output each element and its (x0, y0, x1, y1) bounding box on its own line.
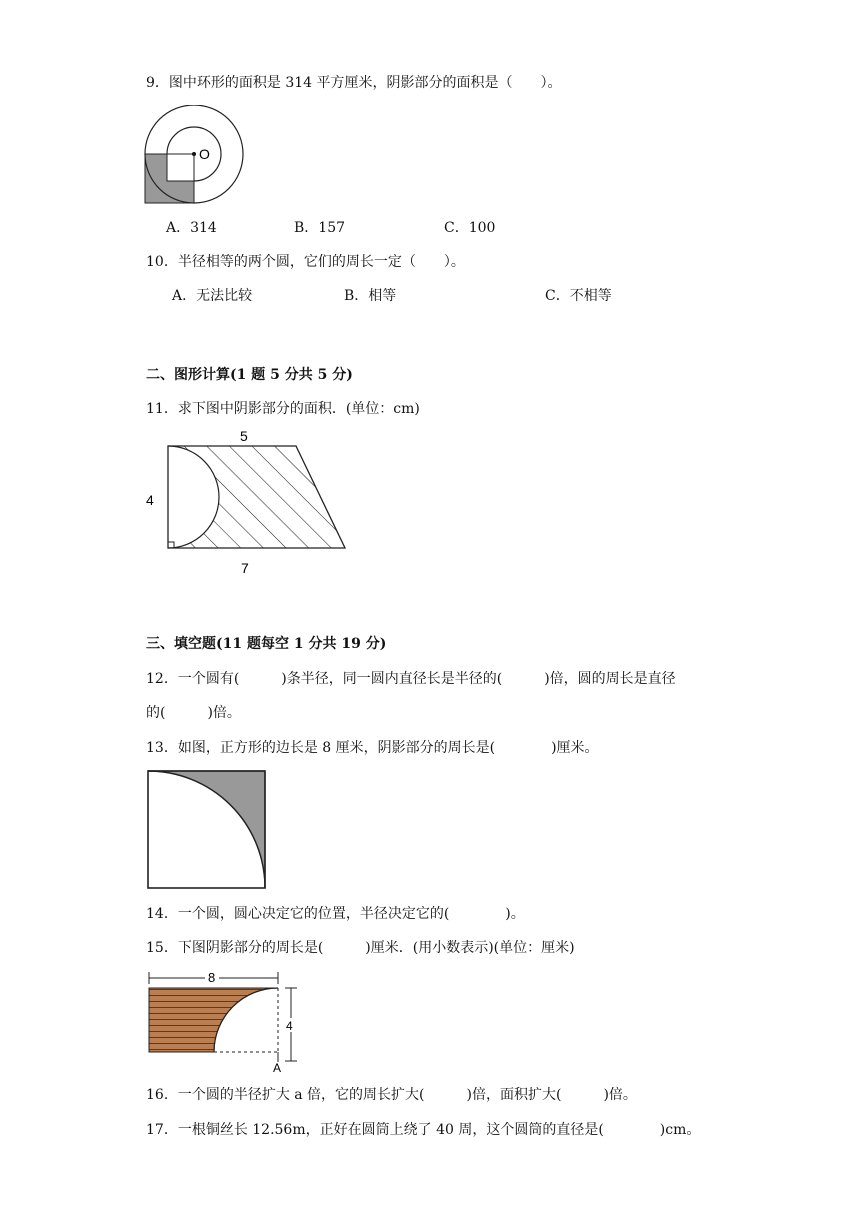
q12-line-2: 的( )倍。 (146, 705, 241, 721)
q15-shaded-region (149, 988, 278, 1052)
q15-figure (143, 966, 303, 1074)
q10-option-a: A．无法比较 (172, 288, 253, 304)
q17-text: 17．一根铜丝长 12.56m，正好在圆筒上绕了 40 周，这个圆筒的直径是( )cm。 (146, 1122, 701, 1138)
q15-text: 15．下图阴影部分的周长是( )厘米．(用小数表示)(单位：厘米) (146, 940, 575, 956)
section-3-title: 三、填空题(11 题每空 1 分共 19 分) (146, 636, 387, 652)
q11-label-bottom: 7 (241, 560, 249, 576)
q9-center-dot (192, 152, 196, 156)
q11-label-top: 5 (240, 428, 248, 444)
q14-text: 14．一个圆，圆心决定它的位置，半径决定它的( )。 (146, 906, 525, 922)
q11-text: 11．求下图中阴影部分的面积．(单位：cm) (146, 401, 420, 417)
q12-line-1: 12．一个圆有( )条半径，同一圆内直径长是半径的( )倍，圆的周长是直径 (146, 671, 676, 687)
q16-text: 16．一个圆的半径扩大 a 倍，它的周长扩大( )倍，面积扩大( )倍。 (146, 1087, 637, 1103)
q9-option-a: A．314 (166, 220, 217, 236)
q13-text: 13．如图，正方形的边长是 8 厘米，阴影部分的周长是( )厘米。 (146, 740, 599, 756)
q10-text: 10．半径相等的两个圆，它们的周长一定（ ）。 (146, 254, 465, 270)
q15-label-point: A (273, 1061, 282, 1074)
q11-label-left: 4 (146, 492, 154, 508)
q15-label-right: 4 (286, 1019, 293, 1033)
q10-option-c: C．不相等 (545, 288, 612, 304)
q13-square-figure (144, 767, 270, 893)
q9-center-label: O (199, 146, 210, 162)
q9-text: 9．图中环形的面积是 314 平方厘米，阴影部分的面积是（ ）。 (146, 75, 562, 91)
q9-ring-figure (140, 105, 248, 207)
q11-trapezoid-figure (140, 425, 360, 580)
q9-option-b: B．157 (294, 220, 346, 236)
q10-option-b: B．相等 (344, 288, 397, 304)
q9-inner-square (167, 154, 194, 181)
q15-label-top: 8 (208, 970, 216, 985)
q13-shaded-region (148, 771, 265, 888)
q9-option-c: C．100 (444, 220, 496, 236)
section-2-title: 二、图形计算(1 题 5 分共 5 分) (146, 367, 353, 383)
